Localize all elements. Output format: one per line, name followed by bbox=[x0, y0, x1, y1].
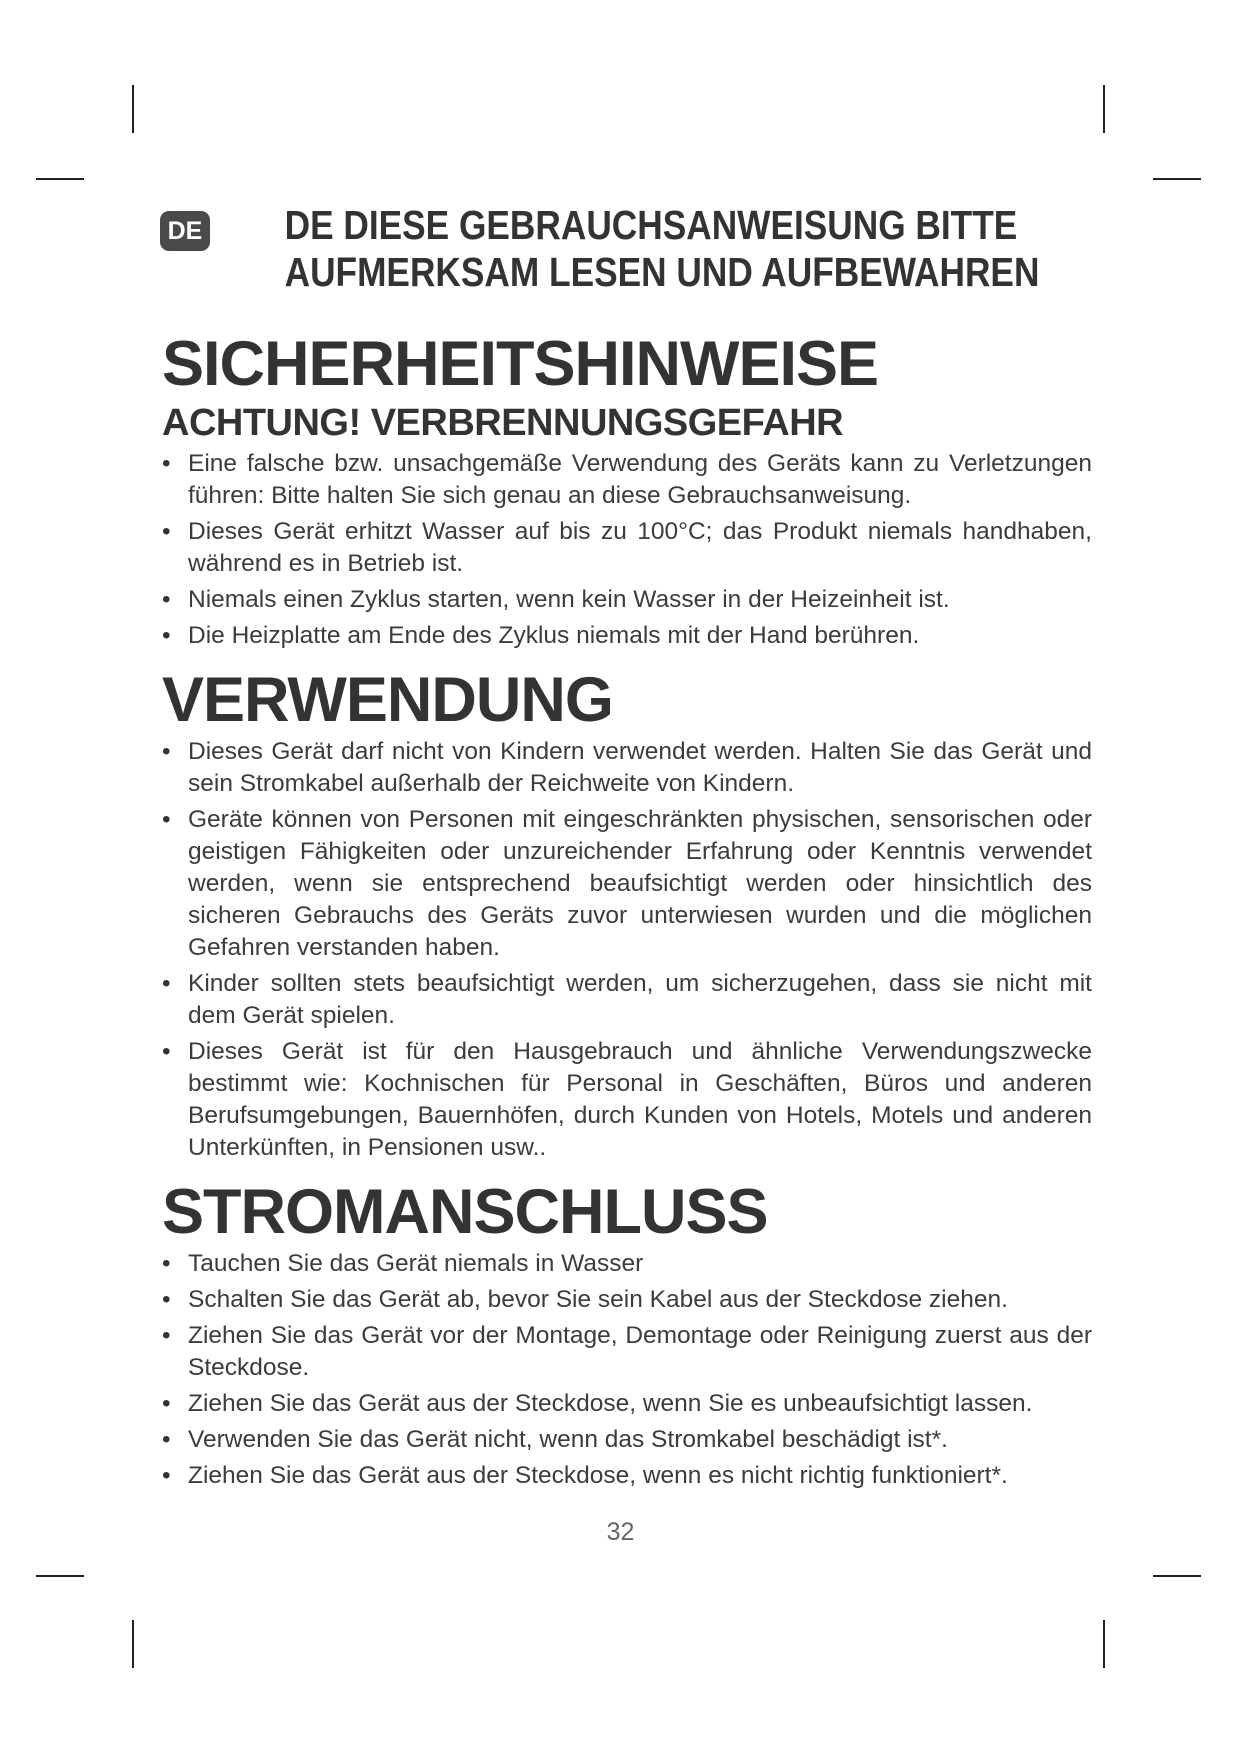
subheading-burn-warning: ACHTUNG! VERBRENNUNGSGEFAHR bbox=[162, 402, 844, 444]
page-number: 32 bbox=[606, 1518, 635, 1546]
crop-mark-top-left-horizontal bbox=[36, 178, 84, 180]
list-item: • Ziehen Sie das Gerät vor der Montage, Demontage oder Reinigung zuerst aus der Steckdose. bbox=[162, 1320, 1092, 1384]
list-item: • Ziehen Sie das Gerät aus der Steckdose, wenn es nicht richtig funktioniert*. bbox=[162, 1460, 1092, 1492]
section-usage bbox=[162, 664, 1092, 1164]
list-item: • Dieses Gerät ist für den Hausgebrauch und ähnliche Verwendungszwecke bestimmt wie: Kochnischen für Personal in Geschäften, Büros und anderen Berufsumgebungen, Bauernhöfen, durch Kunden von Hotels, Motels und anderen Unterkünften, in Pensionen usw.. bbox=[162, 1036, 1092, 1164]
crop-mark-top-right-horizontal bbox=[1153, 178, 1201, 180]
section-heading-safety: SICHERHEITSHINWEISE bbox=[162, 329, 879, 399]
list-item: • Schalten Sie das Gerät ab, bevor Sie sein Kabel aus der Steckdose ziehen. bbox=[162, 1284, 1092, 1316]
list-item: • Tauchen Sie das Gerät niemals in Wasser bbox=[162, 1248, 1092, 1280]
safety-list bbox=[162, 448, 1092, 652]
crop-mark-top-right-vertical bbox=[1103, 85, 1105, 133]
section-safety bbox=[162, 328, 1092, 652]
list-item: • Dieses Gerät erhitzt Wasser auf bis zu 100°C; das Produkt niemals handhaben, während es in Betrieb ist. bbox=[162, 516, 1092, 580]
document-title-line-2: AUFMERKSAM LESEN UND AUFBEWAHREN bbox=[284, 249, 1040, 295]
list-item: • Verwenden Sie das Gerät nicht, wenn das Stromkabel beschädigt ist*. bbox=[162, 1424, 1092, 1456]
power-list bbox=[162, 1248, 1092, 1492]
list-item: • Kinder sollten stets beaufsichtigt werden, um sicherzugehen, dass sie nicht mit dem Gerät spielen. bbox=[162, 968, 1092, 1032]
crop-mark-bottom-right-vertical bbox=[1103, 1620, 1105, 1668]
page-content bbox=[162, 328, 1092, 1500]
document-title-line-1: DE DIESE GEBRAUCHSANWEISUNG BITTE bbox=[284, 202, 1018, 248]
list-item: • Dieses Gerät darf nicht von Kindern verwendet werden. Halten Sie das Gerät und sein Stromkabel außerhalb der Reichweite von Kindern. bbox=[162, 736, 1092, 800]
section-heading-usage: VERWENDUNG bbox=[162, 665, 613, 735]
section-heading-power: STROMANSCHLUSS bbox=[162, 1177, 768, 1247]
language-badge: DE bbox=[160, 211, 210, 251]
document-title bbox=[284, 202, 1040, 296]
section-power bbox=[162, 1176, 1092, 1492]
crop-mark-bottom-right-horizontal bbox=[1153, 1575, 1201, 1577]
list-item: • Ziehen Sie das Gerät aus der Steckdose, wenn Sie es unbeaufsichtigt lassen. bbox=[162, 1388, 1092, 1420]
list-item: • Geräte können von Personen mit eingeschränkten physischen, sensorischen oder geistigen Fähigkeiten oder unzureichender Erfahrung oder Kenntnis verwendet werden, wenn sie entsprechend beaufsichtigt werden oder hinsichtlich des sicheren Gebrauchs des Geräts zuvor unterwiesen wurden und die möglichen Gefahren verstanden haben. bbox=[162, 804, 1092, 964]
usage-list bbox=[162, 736, 1092, 1164]
list-item: • Die Heizplatte am Ende des Zyklus niemals mit der Hand berühren. bbox=[162, 620, 1092, 652]
list-item: • Niemals einen Zyklus starten, wenn kein Wasser in der Heizeinheit ist. bbox=[162, 584, 1092, 616]
crop-mark-top-left-vertical bbox=[132, 85, 134, 133]
crop-mark-bottom-left-horizontal bbox=[36, 1575, 84, 1577]
crop-mark-bottom-left-vertical bbox=[132, 1620, 134, 1668]
list-item: • Eine falsche bzw. unsachgemäße Verwendung des Geräts kann zu Verletzungen führen: Bitte halten Sie sich genau an diese Gebrauchsanweisung. bbox=[162, 448, 1092, 512]
